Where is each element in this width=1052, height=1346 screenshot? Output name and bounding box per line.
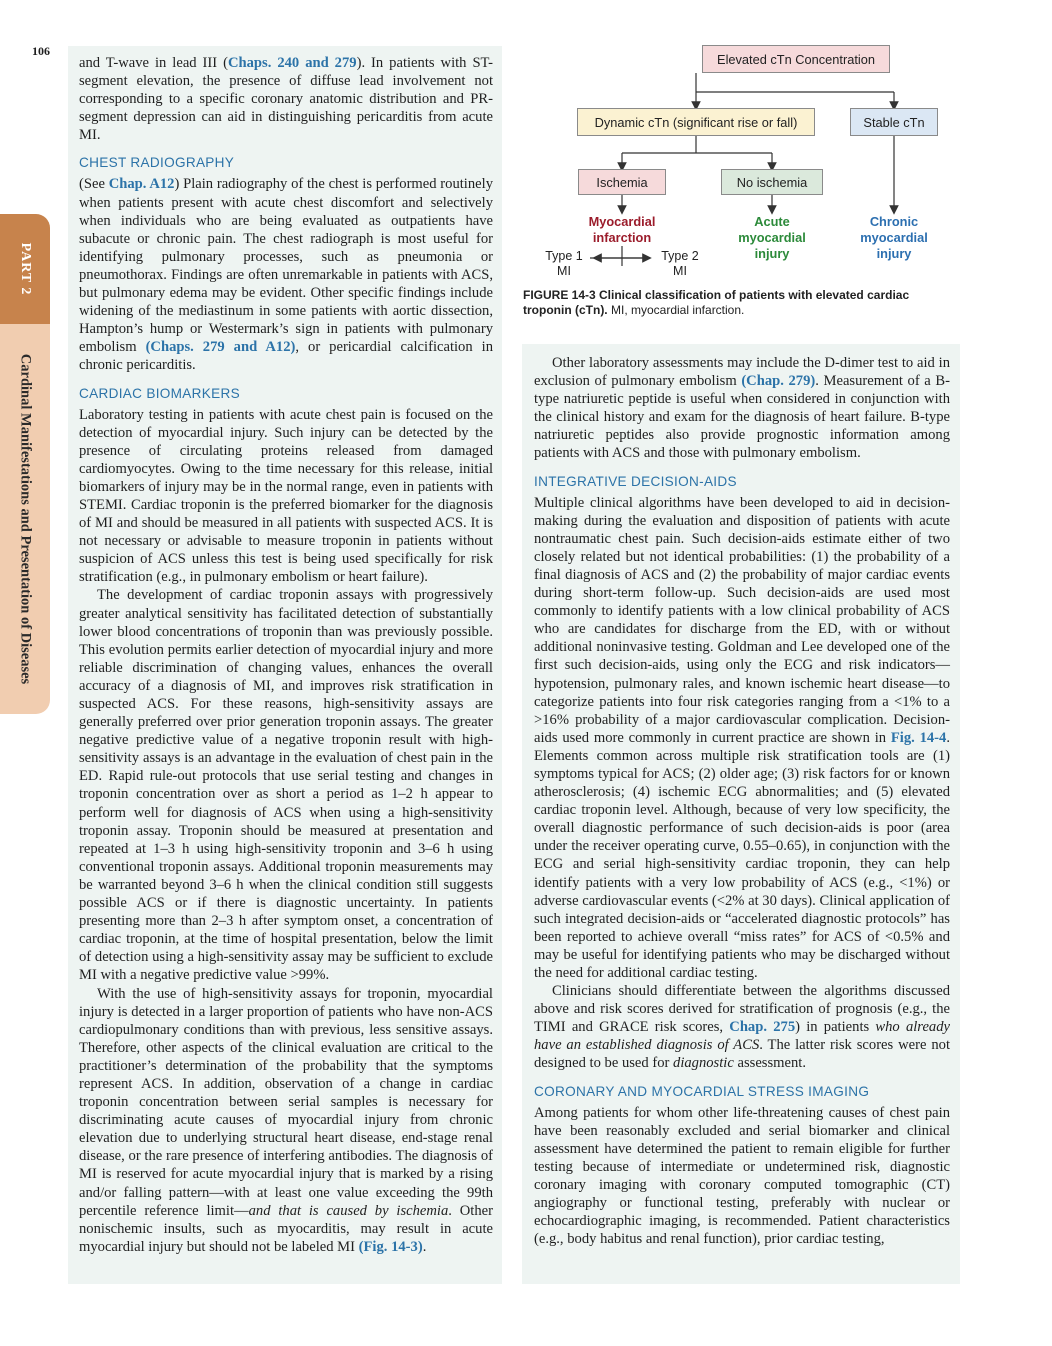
heading-chest-radiography: CHEST RADIOGRAPHY [79,155,235,171]
figure-link[interactable]: (Fig. 14-3) [358,1238,423,1255]
elevated-ctn-box: Elevated cTn Concentration [702,45,890,73]
biomarkers-paragraph-3: With the use of high-sensitivity assays for troponin, myocardial injury is detected in a larger proportion of patients who have non-ACS cardiopulmonary conditions than with previous, less sensitive assays. Therefore, other aspects of the clinical evaluation are critical to the practitioner’s determination of the probability that the symptoms represent ACS. In addition, observation of a change in cardiac troponin concentration between serial samples is necessary for discriminating acute causes of myocardial injury from chronic elevation due to underlying structural heart disease, end-stage renal disease, or the rare presence of interfering antibodies. The diagnosis of MI is reserved for acute myocardial injury that is marked by a rising and/or falling pattern—with at least one value exceeding the 99th percentile reference limit—and that is caused by ischemia. Other nonischemic insults, such as myocarditis, may result in acute myocardial injury but should not be labeled MI (Fig. 14-3). [79,985,493,1255]
left-column [68,46,502,1284]
right-column [522,344,960,1284]
chapter-link[interactable]: Chap. A12 [108,176,175,193]
chapter-link[interactable]: Chap. 275 [729,1019,796,1036]
section-tab [0,324,50,714]
ischemia-box: Ischemia [578,169,666,195]
figure-link[interactable]: Fig. 14-4 [890,729,947,746]
no-ischemia-box: No ischemia [721,169,823,195]
type1-mi-label: Type 1 MI [545,249,583,278]
section-tab-label: Cardinal Manifestations and Presentation of Diseases [17,353,34,685]
biomarkers-paragraph-1: Laboratory testing in patients with acute chest pain is focused on the detection of myocardial injury. Such injury can be detected by the presence of circulating proteins released from damaged cardiomyocytes. Owing to the time necessary for this release, initial biomarkers of injury may be in the normal range, even in patients with STEMI. Cardiac troponin is the preferred biomarker for the diagnosis of MI and should be measured in all patients with suspected ACS. It is not necessary or advisable to measure troponin in patients without suspicion of ACS unless this test is being used specifically for risk stratification (e.g., in pulmonary embolism or heart failure). [79,406,493,586]
part-tab [0,214,50,324]
type2-mi-label: Type 2 MI [661,249,699,278]
figure-caption: FIGURE 14-3 Clinical classification of patients with elevated cardiac troponin (cTn). MI, myocardial infarction. [523,288,910,317]
intro-paragraph: and T-wave in lead III (Chaps. 240 and 279). In patients with ST-segment elevation, the presence of diffuse lead involvement not corresponding to a specific coronary anatomic distribution and PR-segment depression can aid in distinguishing pericarditis from acute MI. [79,55,493,144]
lab-paragraph: Other laboratory assessments may include the D-dimer test to aid in exclusion of pulmonary embolism (Chap. 279). Measurement of a B-type natriuretic peptide is useful when considered in conjunction with the clinical history and exam for the diagnosis of heart failure. B-type natriuretic peptides also provide prognostic information among patients with ACS and those with pulmonary embolism. [534,355,950,462]
acute-injury-label: Acute myocardial injury [738,214,806,261]
chronic-injury-label: Chronic myocardial injury [860,214,928,261]
part-tab-label: PART 2 [18,242,33,296]
chapter-link[interactable]: (Chaps. 279 and A12) [145,339,296,356]
stable-ctn-box: Stable cTn [850,108,938,136]
chest-radiography-paragraph: (See Chap. A12) Plain radiography of the chest is performed routinely when patients present with acute chest discomfort and selectively when individuals who are being evaluated as outpatients have subacute or chronic pain. The chest radiograph is most useful for identifying pulmonary processes, such as pneumonia or pneumothorax. Findings are often unremarkable in patients with ACS, but pulmonary edema may be evident. Other specific findings include widening of the mediastinum in some patients with aortic dissection, Hampton’s hump or Westermark’s sign in patients with pulmonary embolism (Chaps. 279 and A12), or pericardial calcification in chronic pericarditis. [79,176,493,374]
heading-coronary-imaging: CORONARY AND MYOCARDIAL STRESS IMAGING [534,1083,870,1099]
page-number: 106 [32,44,50,58]
heading-cardiac-biomarkers: CARDIAC BIOMARKERS [79,385,240,401]
decision-aids-paragraph-1: Multiple clinical algorithms have been developed to aid in decision-making during the evaluation and disposition of patients with acute nontraumatic chest pain. Such decision-aids estimate either of two closely related but not identical probabilities: (1) the probability of a final diagnosis of ACS and (2) the probability of major cardiac events during short-term follow-up. Such decision-aids are used most commonly to identify patients with a low clinical probability of ACS who are candidates for discharge from the ED, with or without additional noninvasive testing. Goldman and Lee developed one of the first such decision-aids, using only the ECG and risk indicators—hypotension, pulmonary rales, and known ischemic heart disease—to categorize patients into four risk categories ranging from a <1% to a >16% probability of a major cardiovascular complication. Decision-aids used more commonly in current practice are shown in Fig. 14-4. Elements common across multiple risk stratification tools are (1) symptoms typical for ACS; (2) older age; (3) risk factors for or known atherosclerosis; (4) ischemic ECG abnormalities; and (5) elevated cardiac troponin level. Although, because of very low specificity, the overall diagnostic performance of such decision-aids is poor (area under the receiver operating curve, 0.55–0.65), in conjunction with the ECG and serial high-sensitivity cardiac troponin, they can help identify patients with a very low probability of ACS (e.g., <1%) or adverse cardiovascular events (<2% at 30 days). Clinical application of such integrated decision-aids or “accelerated diagnostic protocols” has been reported to achieve overall “miss rates” for ACS of <0.5% and may be useful for identifying patients who may be discharged without the need for additional cardiac testing. [534,494,950,981]
troponin-flowchart [522,40,962,290]
chapter-link[interactable]: Chaps. 240 and 279 [227,55,357,71]
heading-integrative-decision-aids: INTEGRATIVE DECISION-AIDS [534,473,737,489]
myocardial-infarction-label: Myocardial infarction [588,214,656,245]
decision-aids-paragraph-2: Clinicians should differentiate between the algorithms discussed above and risk scores derived for stratification of prognosis (e.g., the TIMI and GRACE risk scores, Chap. 275) in patients who already have an established diagnosis of ACS. The latter risk scores were not designed to be used for diagnostic assessment. [534,983,950,1072]
chapter-link[interactable]: (Chap. 279) [741,373,816,390]
biomarkers-paragraph-2: The development of cardiac troponin assays with progressively greater analytical sensitivity has facilitated detection of substantially lower blood concentrations of troponin than was previously possible. This evolution permits earlier detection of myocardial injury and more reliable discrimination of changing values, enhances the overall accuracy of a diagnosis of MI, and improves risk stratification in suspected ACS. For these reasons, high-sensitivity assays are generally preferred over prior generation troponin assays. The greater negative predictive value of a negative troponin result with high-sensitivity assays is an advantage in the evaluation of chest pain in the ED. Rapid rule-out protocols that use serial testing and changes in troponin concentration over as short a period as 1–2 h appear to perform well for diagnosis of ACS when using a high-sensitivity troponin assay. Troponin should be measured at presentation and repeated at 1–3 h using high-sensitivity troponin and 3–6 h using conventional troponin assays. Additional troponin measurements may be warranted beyond 3–6 h when the clinical condition still suggests possible ACS or if there is diagnostic uncertainty. In patients presenting more than 2–3 h after symptom onset, a concentration of cardiac troponin, at the time of hospital presentation, below the limit of detection using a high-sensitivity assay may be sufficient to exclude MI with a negative predictive value >99%. [79,587,493,984]
dynamic-ctn-box: Dynamic cTn (significant rise or fall) [577,108,815,136]
imaging-paragraph: Among patients for whom other life-threatening causes of chest pain have been reasonably excluded and serial biomarker and clinical assessment have determined the patient to remain eligible for further testing because of intermediate or undetermined risk, diagnostic coronary imaging with coronary computed tomographic (CT) angiography or functional testing, preferably with nuclear or echocardiographic imaging, is recommended. Patient characteristics (e.g., body habitus and renal function), prior cardiac testing, [534,1104,950,1248]
